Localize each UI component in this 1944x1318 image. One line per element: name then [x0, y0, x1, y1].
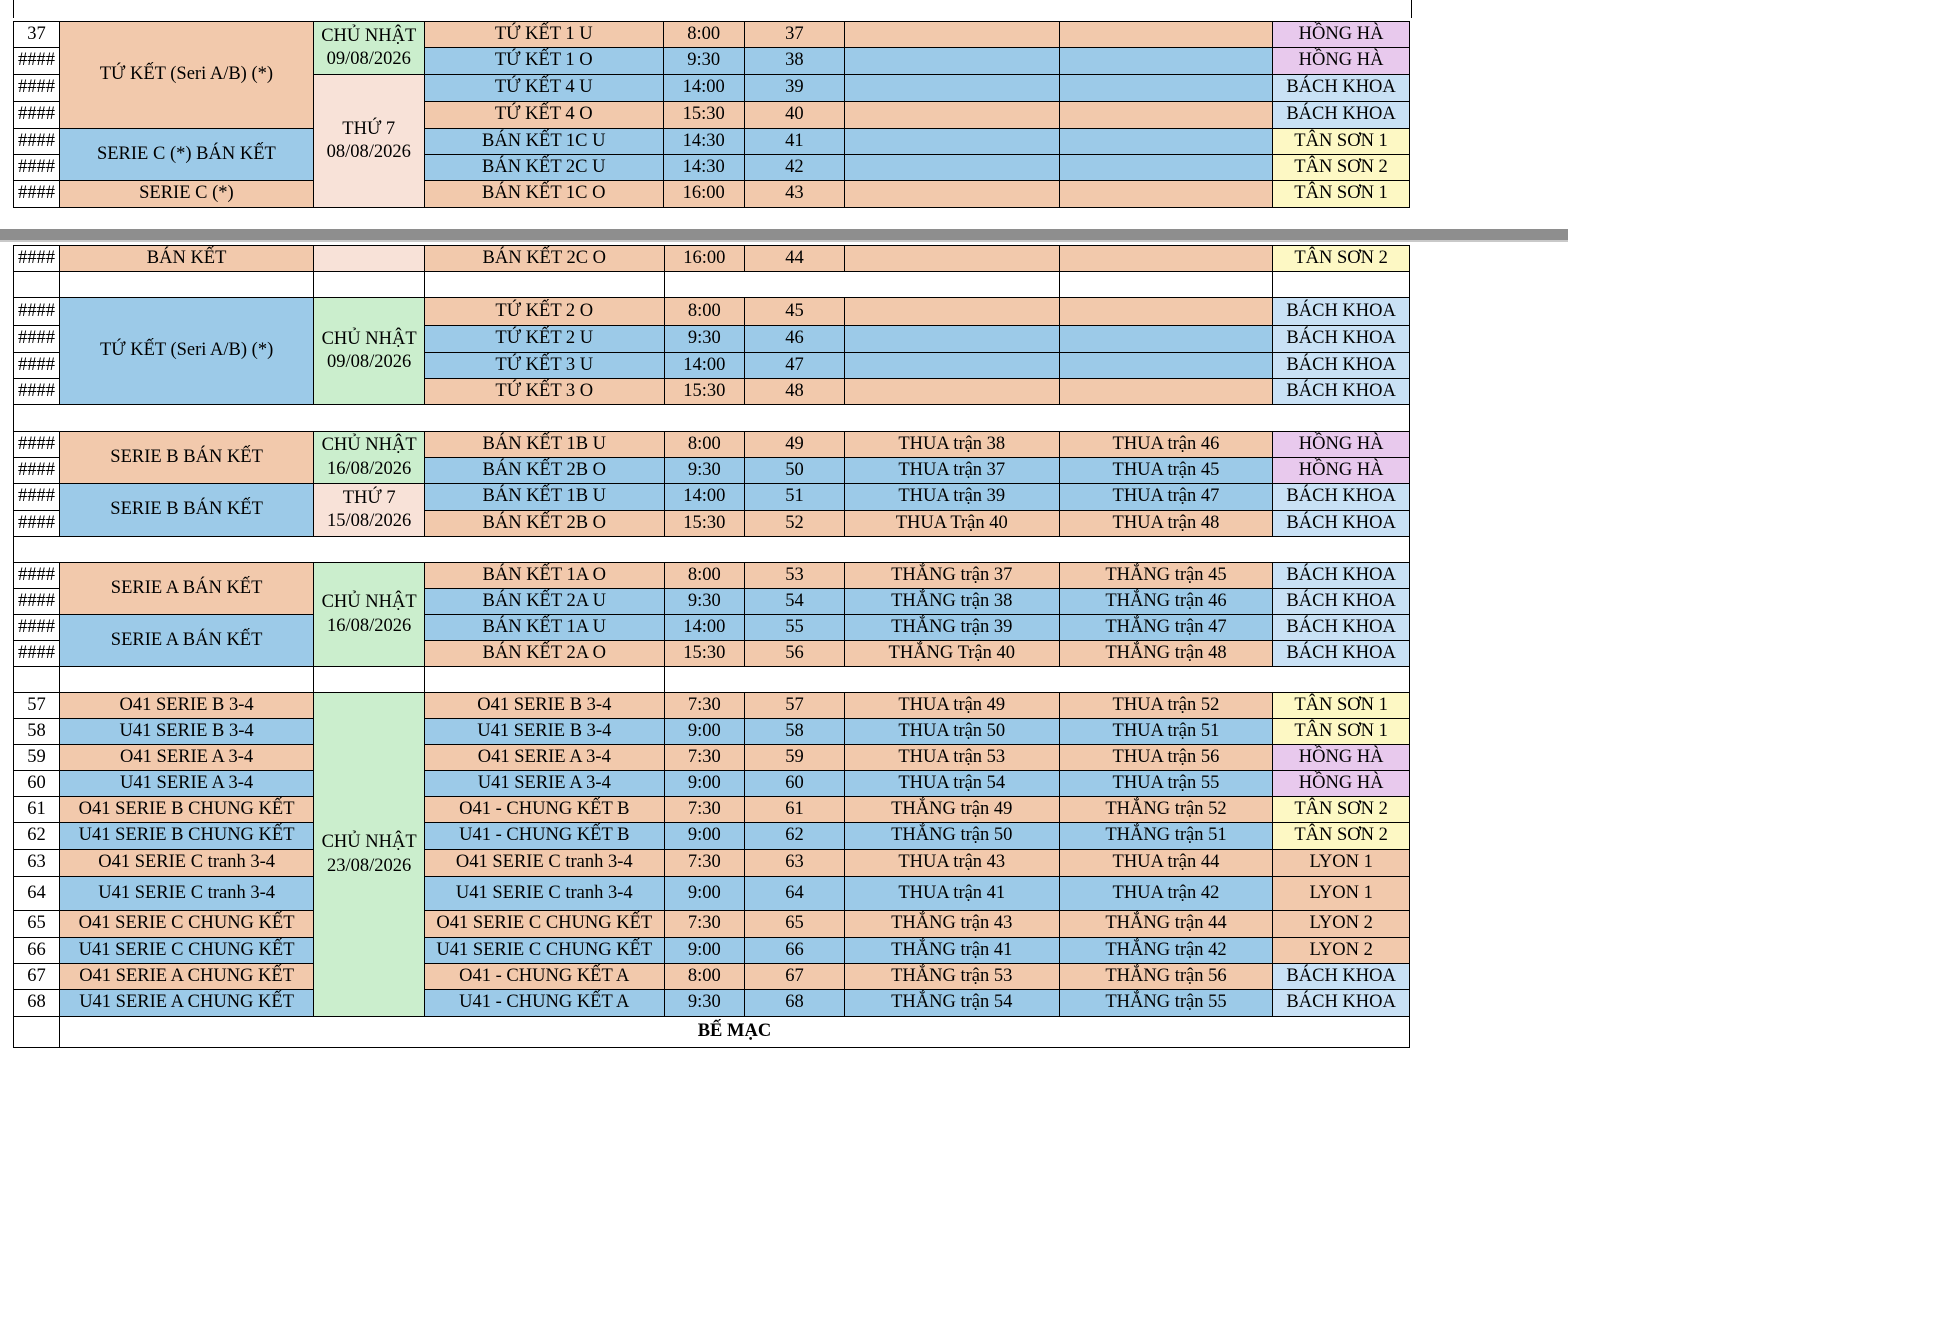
stt-cell: #### [14, 458, 60, 484]
group-cell: O41 SERIE A 3-4 [59, 745, 313, 771]
table-row [14, 771, 1410, 797]
time-cell: 7:30 [664, 911, 744, 938]
team1-cell: THẮNG trận 43 [844, 911, 1059, 938]
match-number-cell: 44 [745, 246, 845, 272]
match-cell: BÁN KẾT 2B O [424, 511, 664, 537]
match-cell: BÁN KẾT 2C O [424, 246, 664, 272]
match-number-cell: 40 [744, 102, 844, 129]
team1-cell: THẮNG Trận 40 [844, 641, 1059, 667]
team2-cell: THUA trận 45 [1059, 458, 1273, 484]
match-cell: BÁN KẾT 2B O [424, 458, 664, 484]
match-cell: U41 - CHUNG KẾT B [424, 823, 664, 850]
sheet-page-1 [6, 0, 1410, 229]
time-cell: 9:30 [664, 990, 744, 1017]
group-cell: O41 SERIE B 3-4 [59, 693, 313, 719]
time-cell: 9:00 [664, 719, 744, 745]
table-row [14, 22, 1410, 48]
page-break-band [0, 229, 1568, 242]
time-cell: 16:00 [664, 246, 744, 272]
match-cell: U41 SERIE C tranh 3-4 [424, 877, 664, 911]
match-cell: BÁN KẾT 2C U [424, 155, 663, 181]
match-number-cell: 45 [745, 298, 845, 326]
venue-cell: LYON 2 [1273, 911, 1410, 938]
team2-cell: THUA trận 47 [1059, 484, 1273, 511]
stt-cell: #### [14, 181, 60, 208]
date-cell-saturday: THỨ 7 08/08/2026 [313, 75, 424, 208]
stt-cell: #### [14, 589, 60, 615]
team1-cell: THẮNG trận 49 [844, 797, 1059, 823]
match-number-cell: 49 [745, 432, 845, 458]
match-number-cell: 43 [744, 181, 844, 208]
time-cell: 9:00 [664, 938, 744, 964]
time-cell: 7:30 [664, 693, 744, 719]
time-cell: 9:30 [664, 589, 744, 615]
stt-cell: 66 [14, 938, 60, 964]
match-number-cell: 68 [745, 990, 845, 1017]
match-number-cell: 65 [745, 911, 845, 938]
match-cell: BÁN KẾT 1A O [424, 563, 664, 589]
match-cell: TỨ KẾT 4 U [424, 75, 663, 102]
schedule-table-page-2 [13, 245, 1410, 1048]
team1-cell [844, 379, 1059, 405]
time-cell: 9:30 [664, 458, 744, 484]
team2-cell: THẮNG trận 45 [1059, 563, 1273, 589]
time-cell: 7:30 [664, 797, 744, 823]
team1-cell: THẮNG trận 54 [844, 990, 1059, 1017]
blank-row [14, 537, 1410, 563]
group-cell-tu-ket: TỨ KẾT (Seri A/B) (*) [59, 22, 313, 129]
table-row [14, 129, 1410, 155]
team1-cell: THUA trận 41 [844, 877, 1059, 911]
team2-cell [1059, 353, 1273, 379]
match-cell: TỨ KẾT 3 U [424, 353, 664, 379]
table-row [14, 990, 1410, 1017]
team2-cell: THẮNG trận 52 [1059, 797, 1273, 823]
group-cell-serie-a-ban-ket: SERIE A BÁN KẾT [59, 563, 313, 615]
table-row [14, 964, 1410, 990]
team2-cell: THUA trận 42 [1059, 877, 1273, 911]
venue-cell: TÂN SƠN 1 [1273, 181, 1410, 208]
venue-cell: TÂN SƠN 2 [1273, 823, 1410, 850]
stt-cell: #### [14, 615, 60, 641]
stt-cell: #### [14, 432, 60, 458]
match-number-cell: 37 [744, 22, 844, 48]
match-cell: TỨ KẾT 2 U [424, 326, 664, 353]
table-row [14, 850, 1410, 877]
venue-cell: BÁCH KHOA [1273, 353, 1410, 379]
sheet-page-2 [6, 242, 1410, 1063]
match-number-cell: 63 [745, 850, 845, 877]
date-cell-empty [314, 246, 425, 272]
venue-cell: TÂN SƠN 2 [1273, 797, 1410, 823]
venue-cell: TÂN SƠN 2 [1273, 155, 1410, 181]
stt-cell: #### [14, 246, 60, 272]
group-cell: O41 SERIE C CHUNG KẾT [59, 911, 313, 938]
date-cell-sunday-final: CHỦ NHẬT 23/08/2026 [314, 693, 425, 1017]
group-cell-serie-b-ban-ket: SERIE B BÁN KẾT [59, 432, 313, 484]
team2-cell [1059, 129, 1273, 155]
stt-cell: 61 [14, 797, 60, 823]
match-cell: BÁN KẾT 2A O [424, 641, 664, 667]
time-cell: 8:00 [664, 432, 744, 458]
stt-cell: 57 [14, 693, 60, 719]
time-cell: 15:30 [664, 511, 744, 537]
match-cell: U41 SERIE C CHUNG KẾT [424, 938, 664, 964]
group-cell-serie-b-ban-ket: SERIE B BÁN KẾT [59, 484, 313, 537]
stt-cell: 59 [14, 745, 60, 771]
match-cell: BÁN KẾT 1B U [424, 432, 664, 458]
table-row [14, 719, 1410, 745]
stt-cell: 63 [14, 850, 60, 877]
match-number-cell: 60 [745, 771, 845, 797]
group-cell: U41 SERIE A 3-4 [59, 771, 313, 797]
time-cell: 14:30 [663, 129, 744, 155]
match-cell: O41 SERIE A 3-4 [424, 745, 664, 771]
venue-cell: LYON 2 [1273, 938, 1410, 964]
group-cell: U41 SERIE B 3-4 [59, 719, 313, 745]
team2-cell: THUA trận 44 [1059, 850, 1273, 877]
team2-cell [1059, 102, 1273, 129]
table-row [14, 432, 1410, 458]
time-cell: 8:00 [664, 298, 744, 326]
match-cell: O41 - CHUNG KẾT A [424, 964, 664, 990]
team2-cell [1059, 48, 1273, 75]
venue-cell: HỒNG HÀ [1273, 22, 1410, 48]
team1-cell [844, 326, 1059, 353]
team2-cell [1059, 298, 1273, 326]
group-cell-serie-a-ban-ket: SERIE A BÁN KẾT [59, 615, 313, 667]
table-row [14, 938, 1410, 964]
stt-cell: 67 [14, 964, 60, 990]
table-row [14, 745, 1410, 771]
match-cell: TỨ KẾT 2 O [424, 298, 664, 326]
venue-cell: BÁCH KHOA [1273, 964, 1410, 990]
team2-cell: THUA trận 48 [1059, 511, 1273, 537]
match-cell: U41 SERIE A 3-4 [424, 771, 664, 797]
team2-cell: THUA trận 46 [1059, 432, 1273, 458]
table-row [14, 693, 1410, 719]
team1-cell: THẮNG trận 41 [844, 938, 1059, 964]
stt-cell: 58 [14, 719, 60, 745]
closing-row [14, 1017, 1410, 1048]
team2-cell: THẮNG trận 51 [1059, 823, 1273, 850]
stt-cell: 60 [14, 771, 60, 797]
stt-cell: #### [14, 129, 60, 155]
time-cell: 15:30 [664, 641, 744, 667]
stt-cell: #### [14, 298, 60, 326]
time-cell: 8:00 [663, 22, 744, 48]
team1-cell: THUA trận 49 [844, 693, 1059, 719]
team1-cell [844, 298, 1059, 326]
group-cell-ban-ket: BÁN KẾT [59, 246, 313, 272]
group-cell: U41 SERIE C tranh 3-4 [59, 877, 313, 911]
team1-cell [845, 129, 1060, 155]
group-cell: O41 SERIE B CHUNG KẾT [59, 797, 313, 823]
venue-cell: HỒNG HÀ [1273, 48, 1410, 75]
team2-cell: THUA trận 55 [1059, 771, 1273, 797]
match-number-cell: 52 [745, 511, 845, 537]
team1-cell: THUA trận 54 [844, 771, 1059, 797]
team1-cell [845, 102, 1060, 129]
team2-cell [1059, 155, 1273, 181]
blank-row [14, 272, 1410, 298]
date-cell-sunday: CHỦ NHẬT 16/08/2026 [314, 563, 425, 667]
venue-cell: LYON 1 [1273, 877, 1410, 911]
venue-cell: TÂN SƠN 1 [1273, 129, 1410, 155]
team1-cell: THUA trận 39 [844, 484, 1059, 511]
venue-cell: HỒNG HÀ [1273, 458, 1410, 484]
team1-cell: THẮNG trận 50 [844, 823, 1059, 850]
team1-cell [845, 181, 1060, 208]
stt-cell: #### [14, 563, 60, 589]
team2-cell: THUA trận 56 [1059, 745, 1273, 771]
table-row [14, 484, 1410, 511]
table-row [14, 797, 1410, 823]
team1-cell [845, 75, 1060, 102]
time-cell: 9:00 [664, 877, 744, 911]
stt-cell: 37 [14, 22, 60, 48]
time-cell: 7:30 [664, 850, 744, 877]
stt-cell: #### [14, 326, 60, 353]
group-cell: O41 SERIE A CHUNG KẾT [59, 964, 313, 990]
team1-cell: THẮNG trận 53 [844, 964, 1059, 990]
schedule-table-page-1 [13, 21, 1410, 208]
match-cell: TỨ KẾT 4 O [424, 102, 663, 129]
team1-cell: THẮNG trận 37 [844, 563, 1059, 589]
match-cell: O41 - CHUNG KẾT B [424, 797, 664, 823]
table-row [14, 563, 1410, 589]
match-cell: BÁN KẾT 2A U [424, 589, 664, 615]
time-cell: 14:00 [664, 484, 744, 511]
team1-cell: THUA trận 38 [844, 432, 1059, 458]
time-cell: 14:00 [663, 75, 744, 102]
table-row [14, 181, 1410, 208]
venue-cell: BÁCH KHOA [1273, 484, 1410, 511]
page-1-top-blank-row [13, 0, 1412, 18]
team1-cell: THẮNG trận 39 [844, 615, 1059, 641]
team2-cell: THẮNG trận 42 [1059, 938, 1273, 964]
time-cell: 9:00 [664, 771, 744, 797]
match-cell: U41 - CHUNG KẾT A [424, 990, 664, 1017]
match-cell: O41 SERIE C CHUNG KẾT [424, 911, 664, 938]
match-number-cell: 38 [744, 48, 844, 75]
team2-cell: THẮNG trận 48 [1059, 641, 1273, 667]
team2-cell: THUA trận 51 [1059, 719, 1273, 745]
table-row [14, 615, 1410, 641]
venue-cell: BÁCH KHOA [1273, 102, 1410, 129]
venue-cell: LYON 1 [1273, 850, 1410, 877]
time-cell: 7:30 [664, 745, 744, 771]
match-cell: BÁN KẾT 1B U [424, 484, 664, 511]
venue-cell: HỒNG HÀ [1273, 745, 1410, 771]
venue-cell: TÂN SƠN 1 [1273, 719, 1410, 745]
team2-cell [1059, 379, 1273, 405]
stt-cell: #### [14, 102, 60, 129]
match-number-cell: 47 [745, 353, 845, 379]
match-number-cell: 55 [745, 615, 845, 641]
group-cell: O41 SERIE C tranh 3-4 [59, 850, 313, 877]
stt-cell: #### [14, 353, 60, 379]
time-cell: 9:30 [663, 48, 744, 75]
match-number-cell: 59 [745, 745, 845, 771]
stt-cell: #### [14, 155, 60, 181]
team2-cell: THẮNG trận 44 [1059, 911, 1273, 938]
venue-cell: BÁCH KHOA [1273, 589, 1410, 615]
stt-cell: 65 [14, 911, 60, 938]
time-cell: 14:30 [663, 155, 744, 181]
venue-cell: BÁCH KHOA [1273, 615, 1410, 641]
table-row [14, 823, 1410, 850]
time-cell: 15:30 [663, 102, 744, 129]
venue-cell: BÁCH KHOA [1273, 379, 1410, 405]
time-cell: 9:30 [664, 326, 744, 353]
stt-cell: #### [14, 379, 60, 405]
match-number-cell: 50 [745, 458, 845, 484]
team1-cell [845, 48, 1060, 75]
team1-cell: THUA trận 53 [844, 745, 1059, 771]
match-number-cell: 58 [745, 719, 845, 745]
match-number-cell: 56 [745, 641, 845, 667]
stt-cell: #### [14, 75, 60, 102]
time-cell: 8:00 [664, 964, 744, 990]
team1-cell [844, 246, 1059, 272]
venue-cell: HỒNG HÀ [1273, 432, 1410, 458]
team1-cell: THUA Trận 40 [844, 511, 1059, 537]
match-cell: O41 SERIE C tranh 3-4 [424, 850, 664, 877]
time-cell: 16:00 [663, 181, 744, 208]
match-number-cell: 46 [745, 326, 845, 353]
closing-ceremony-label: BẾ MẠC [59, 1017, 1409, 1048]
venue-cell: BÁCH KHOA [1273, 326, 1410, 353]
team2-cell [1059, 22, 1273, 48]
team2-cell [1059, 246, 1273, 272]
time-cell: 15:30 [664, 379, 744, 405]
date-cell-sunday: CHỦ NHẬT 09/08/2026 [314, 298, 425, 405]
table-row [14, 298, 1410, 326]
team2-cell: THUA trận 52 [1059, 693, 1273, 719]
team2-cell: THẮNG trận 55 [1059, 990, 1273, 1017]
match-cell: TỨ KẾT 1 O [424, 48, 663, 75]
match-number-cell: 48 [745, 379, 845, 405]
team2-cell: THẮNG trận 56 [1059, 964, 1273, 990]
table-row [14, 877, 1410, 911]
stt-cell: #### [14, 48, 60, 75]
match-number-cell: 62 [745, 823, 845, 850]
venue-cell: BÁCH KHOA [1273, 298, 1410, 326]
time-cell: 14:00 [664, 353, 744, 379]
time-cell: 9:00 [664, 823, 744, 850]
venue-cell: BÁCH KHOA [1273, 511, 1410, 537]
match-number-cell: 39 [744, 75, 844, 102]
team2-cell: THẮNG trận 46 [1059, 589, 1273, 615]
group-cell-serie-c-ban-ket: SERIE C (*) BÁN KẾT [59, 129, 313, 181]
match-number-cell: 51 [745, 484, 845, 511]
match-cell: BÁN KẾT 1C U [424, 129, 663, 155]
match-number-cell: 41 [744, 129, 844, 155]
team2-cell [1059, 181, 1273, 208]
venue-cell: BÁCH KHOA [1273, 990, 1410, 1017]
group-cell: U41 SERIE A CHUNG KẾT [59, 990, 313, 1017]
match-cell: TỨ KẾT 1 U [424, 22, 663, 48]
match-number-cell: 64 [745, 877, 845, 911]
match-cell: U41 SERIE B 3-4 [424, 719, 664, 745]
match-number-cell: 67 [745, 964, 845, 990]
group-cell: U41 SERIE C CHUNG KẾT [59, 938, 313, 964]
venue-cell: HỒNG HÀ [1273, 771, 1410, 797]
stt-cell: #### [14, 484, 60, 511]
date-cell-saturday: THỨ 7 15/08/2026 [314, 484, 425, 537]
venue-cell: TÂN SƠN 1 [1273, 693, 1410, 719]
match-number-cell: 61 [745, 797, 845, 823]
team1-cell: THUA trận 37 [844, 458, 1059, 484]
blank-row [14, 405, 1410, 432]
match-number-cell: 42 [744, 155, 844, 181]
team2-cell [1059, 326, 1273, 353]
table-row [14, 246, 1410, 272]
team1-cell: THUA trận 43 [844, 850, 1059, 877]
group-cell-serie-c: SERIE C (*) [59, 181, 313, 208]
match-number-cell: 54 [745, 589, 845, 615]
venue-cell: BÁCH KHOA [1273, 75, 1410, 102]
stt-cell: 68 [14, 990, 60, 1017]
match-cell: BÁN KẾT 1C O [424, 181, 663, 208]
match-cell: TỨ KẾT 3 O [424, 379, 664, 405]
venue-cell: TÂN SƠN 2 [1273, 246, 1410, 272]
group-cell-tu-ket: TỨ KẾT (Seri A/B) (*) [59, 298, 313, 405]
date-cell-sunday: CHỦ NHẬT 16/08/2026 [314, 432, 425, 484]
match-number-cell: 53 [745, 563, 845, 589]
blank-row [14, 667, 1410, 693]
match-cell: O41 SERIE B 3-4 [424, 693, 664, 719]
team2-cell [1059, 75, 1273, 102]
match-number-cell: 66 [745, 938, 845, 964]
date-cell-sunday: CHỦ NHẬT 09/08/2026 [313, 22, 424, 75]
team1-cell [845, 22, 1060, 48]
team1-cell: THUA trận 50 [844, 719, 1059, 745]
stt-cell: 64 [14, 877, 60, 911]
time-cell: 14:00 [664, 615, 744, 641]
table-row [14, 911, 1410, 938]
time-cell: 8:00 [664, 563, 744, 589]
match-cell: BÁN KẾT 1A U [424, 615, 664, 641]
stt-cell: #### [14, 641, 60, 667]
stt-cell: #### [14, 511, 60, 537]
venue-cell: BÁCH KHOA [1273, 563, 1410, 589]
group-cell: U41 SERIE B CHUNG KẾT [59, 823, 313, 850]
venue-cell: BÁCH KHOA [1273, 641, 1410, 667]
stt-cell: 62 [14, 823, 60, 850]
match-number-cell: 57 [745, 693, 845, 719]
team1-cell: THẮNG trận 38 [844, 589, 1059, 615]
team1-cell [844, 353, 1059, 379]
team1-cell [845, 155, 1060, 181]
team2-cell: THẮNG trận 47 [1059, 615, 1273, 641]
